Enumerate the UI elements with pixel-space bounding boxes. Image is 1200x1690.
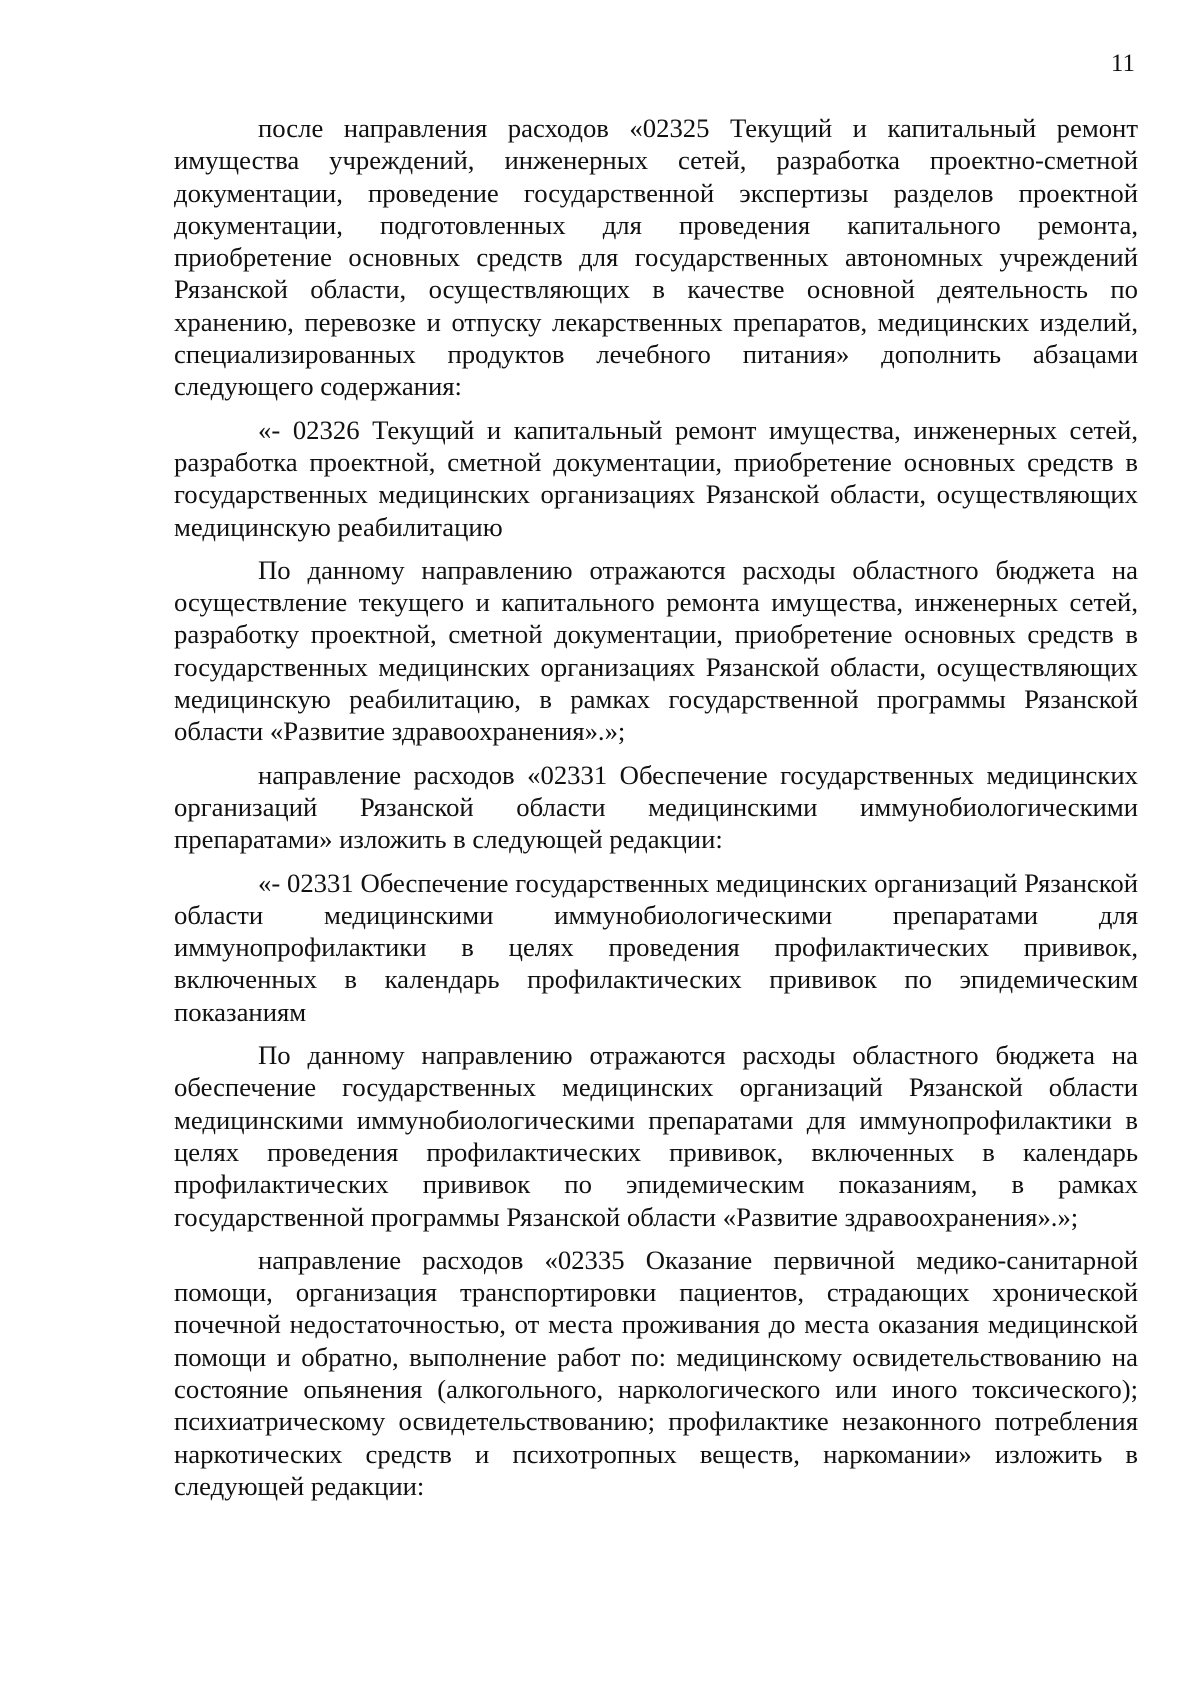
paragraph-direction-02325: после направления расходов «02325 Текущий и капитальный ремонт имущества учреждений, инженерных сетей, разработка проектно-сметной документации, проведение государственной экспертизы разделов проектной документации, подготовленных для проведения капитального ремонта, приобретение основных средств для государственных автономных учреждений Рязанской области, осуществляющих в качестве основной деятельность по хранению, перевозке и отпуску лекарственных препаратов, медицинских изделий, специализированных продуктов лечебного питания» дополнить абзацами следующего содержания: (174, 113, 1138, 402)
paragraph-item-02326: «- 02326 Текущий и капитальный ремонт имущества, инженерных сетей, разработка проектной, сметной документации, приобретение основных средств в государственных медицинских организациях Рязанской области, осуществляющих медицинскую реабилитацию (174, 414, 1138, 542)
page-number: 11 (1110, 50, 1135, 77)
paragraph-description-02331: По данному направлению отражаются расходы областного бюджета на обеспечение государственных медицинских организаций Рязанской области медицинскими иммунобиологическими препаратами для иммунопрофилактики в целях проведения профилактических прививок, включенных в календарь профилактических прививок по эпидемическим показаниям, в рамках государственной программы Рязанской области «Развитие здравоохранения».»; (174, 1040, 1138, 1232)
paragraph-item-02331: «- 02331 Обеспечение государственных медицинских организаций Рязанской области медицинскими иммунобиологическими препаратами для иммунопрофилактики в целях проведения профилактических прививок, включенных в календарь профилактических прививок по эпидемическим показаниям (174, 867, 1138, 1027)
document-body (174, 112, 1138, 1513)
paragraph-direction-02335: направление расходов «02335 Оказание первичной медико-санитарной помощи, организация транспортировки пациентов, страдающих хронической почечной недостаточностью, от места проживания до места оказания медицинской помощи и обратно, выполнение работ по: медицинскому освидетельствованию на состояние опьянения (алкогольного, наркологического или иного токсического); психиатрическому освидетельствованию; профилактике незаконного потребления наркотических средств и психотропных веществ, наркомании» изложить в следующей редакции: (174, 1244, 1138, 1501)
paragraph-direction-02331: направление расходов «02331 Обеспечение государственных медицинских организаций Рязанской области медицинскими иммунобиологическими препаратами» изложить в следующей редакции: (174, 759, 1138, 855)
paragraph-description-02326: По данному направлению отражаются расходы областного бюджета на осуществление текущего и капитального ремонта имущества, инженерных сетей, разработку проектной, сметной документации, приобретение основных средств в государственных медицинских организациях Рязанской области, осуществляющих медицинскую реабилитацию, в рамках государственной программы Рязанской области «Развитие здравоохранения».»; (174, 554, 1138, 747)
